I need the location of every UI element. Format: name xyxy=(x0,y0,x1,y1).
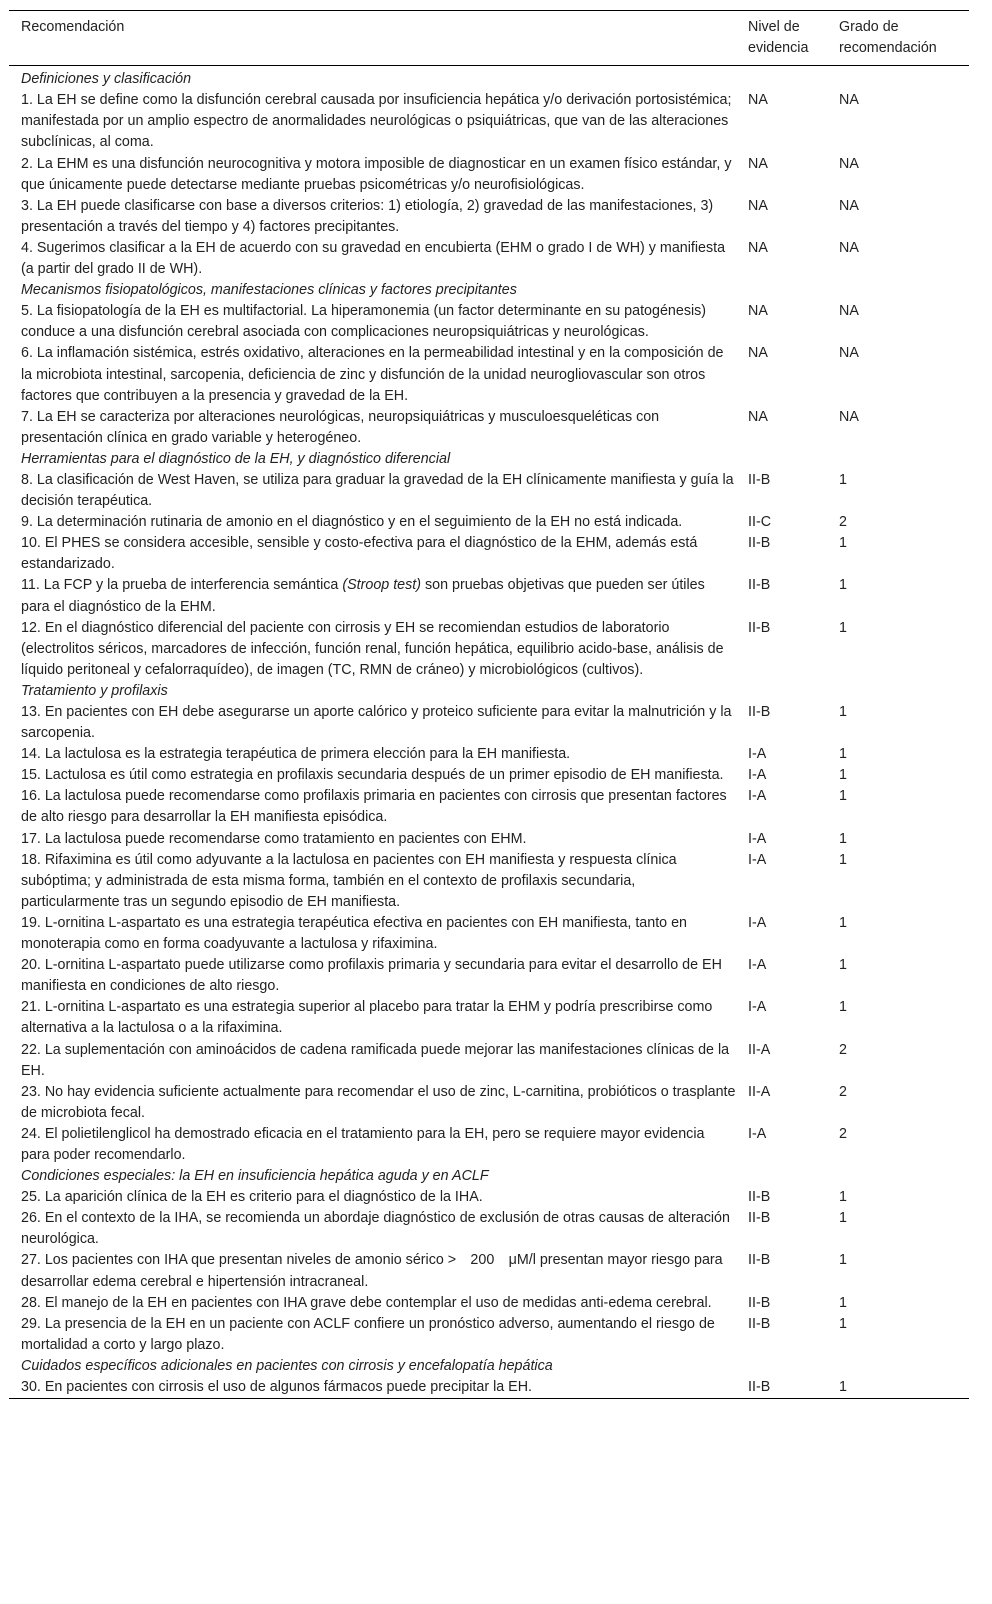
section-heading-row xyxy=(9,1166,969,1187)
table-row xyxy=(9,1314,969,1356)
recommendation-grade-cell: 1 xyxy=(839,999,847,1016)
evidence-level-cell: I-A xyxy=(748,767,767,784)
recommendation-grade-cell: NA xyxy=(839,155,859,172)
table-row xyxy=(9,850,969,913)
header-grado-recomendacion: Grado de recomendación xyxy=(839,19,937,57)
recommendation-grade-cell: NA xyxy=(839,408,859,425)
recommendation-grade-cell: NA xyxy=(839,303,859,320)
recommendation-grade-cell: 2 xyxy=(839,1041,847,1058)
recommendation-grade-cell: 1 xyxy=(839,577,847,594)
evidence-level-cell: I-A xyxy=(748,746,767,763)
recommendation-grade-cell: 1 xyxy=(839,1252,847,1269)
evidence-level-cell: I-A xyxy=(748,914,767,931)
table-row xyxy=(9,1187,969,1208)
table-row xyxy=(9,301,969,343)
evidence-level-cell: I-A xyxy=(748,1125,767,1142)
header-recomendacion: Recomendación xyxy=(21,19,125,35)
evidence-level-cell: II-B xyxy=(748,1252,771,1269)
section-heading: Herramientas para el diagnóstico de la EH, y diagnóstico diferencial xyxy=(21,450,451,467)
recommendation-grade-cell: 1 xyxy=(839,1315,847,1332)
recommendation-grade-cell: 1 xyxy=(839,851,847,868)
section-heading: Tratamiento y profilaxis xyxy=(21,682,168,699)
evidence-level-cell: II-B xyxy=(748,535,771,552)
section-heading-row xyxy=(9,449,969,470)
recommendation-text: son pruebas objetivas que pueden ser útiles para el diagnóstico de la EHM. xyxy=(21,577,705,615)
evidence-level-cell: I-A xyxy=(748,788,767,805)
evidence-level-cell: NA xyxy=(748,197,768,214)
recommendation-cell: 28. El manejo de la EH en pacientes con IHA grave debe contemplar el uso de medidas anti-edema cerebral. xyxy=(21,1294,712,1311)
recommendation-cell: 18. Rifaximina es útil como adyuvante a la lactulosa en pacientes con EH manifiesta y respuesta clínica subóptima; y administrada de esta misma forma, también en el contexto de profilaxis secundaria, particularmente tras un segundo episodio de EH manifiesta. xyxy=(21,851,677,910)
recommendation-cell: 17. La lactulosa puede recomendarse como tratamiento en pacientes con EHM. xyxy=(21,830,527,847)
section-heading: Cuidados específicos adicionales en pacientes con cirrosis y encefalopatía hepática xyxy=(21,1357,553,1374)
table-row xyxy=(9,997,969,1039)
recommendation-cell: 14. La lactulosa es la estrategia terapéutica de primera elección para la EH manifiesta. xyxy=(21,746,571,763)
recommendation-grade-cell: 1 xyxy=(839,788,847,805)
recommendation-grade-cell: 1 xyxy=(839,535,847,552)
table-row xyxy=(9,744,969,765)
recommendation-grade-cell: 1 xyxy=(839,1379,847,1395)
recommendation-grade-cell: 1 xyxy=(839,1210,847,1227)
recommendation-cell: 8. La clasificación de West Haven, se utiliza para graduar la gravedad de la EH clínicamente manifiesta y guía la decisión terapéutica. xyxy=(21,471,734,510)
recommendation-cell: 12. En el diagnóstico diferencial del paciente con cirrosis y EH se recomiendan estudios de laboratorio (electrolitos séricos, marcadores de infección, función renal, función hepática, equilibrio acido-base, análisis de líquido peritoneal y cefalorraquídeo), de imagen (TC, RMN de cráneo) y microbiológicos (cultivos). xyxy=(21,619,724,678)
recommendation-cell: 21. L-ornitina L-aspartato es una estrategia superior al placebo para tratar la EHM y podría prescribirse como alternativa a la lactulosa o a la rifaximina. xyxy=(21,999,713,1037)
recommendation-cell: 25. La aparición clínica de la EH es criterio para el diagnóstico de la IHA. xyxy=(21,1189,483,1206)
recommendation-cell: 9. La determinación rutinaria de amonio en el diagnóstico y en el seguimiento de la EH no está indicada. xyxy=(21,514,683,531)
recommendation-cell: 20. L-ornitina L-aspartato puede utilizarse como profilaxis primaria y secundaria para evitar el desarrollo de EH manifiesta en condiciones de alto riesgo. xyxy=(21,957,722,995)
evidence-level-cell: II-B xyxy=(748,1294,771,1311)
recommendation-cell: 15. Lactulosa es útil como estrategia en profilaxis secundaria después de un primer episodio de EH manifiesta. xyxy=(21,767,724,784)
recommendation-cell: 5. La fisiopatología de la EH es multifactorial. La hiperamonemia (un factor determinante en su patogénesis) conduce a una disfunción cerebral asociada con complicaciones neuropsiquiátricas y neurológicas. xyxy=(21,303,707,341)
recommendation-grade-cell: 2 xyxy=(839,1125,847,1142)
evidence-level-cell: NA xyxy=(748,239,768,256)
section-heading-row xyxy=(9,66,969,91)
table-row xyxy=(9,913,969,955)
table-row xyxy=(9,533,969,575)
evidence-level-cell: NA xyxy=(748,408,768,425)
table-row xyxy=(9,90,969,153)
recommendation-text: 11. La FCP y la prueba de interferencia semántica xyxy=(21,577,343,594)
section-heading-row xyxy=(9,1356,969,1377)
recommendation-cell: 1. La EH se define como la disfunción cerebral causada por insuficiencia hepática y/o derivación portosistémica; manifestada por un amplio espectro de anormalidades neurológicas o psiquiátricas, que van de las alteraciones subclínicas, al coma. xyxy=(21,92,732,151)
evidence-level-cell: NA xyxy=(748,92,768,109)
recommendation-cell: 6. La inflamación sistémica, estrés oxidativo, alteraciones en la permeabilidad intestinal y en la composición de la microbiota intestinal, sarcopenia, deficiencia de zinc y disfunción de la unidad neurogliovascular son otros factores que contribuyen a la presencia y gravedad de la EH. xyxy=(21,345,724,404)
recommendation-grade-cell: 1 xyxy=(839,1189,847,1206)
recommendation-grade-cell: 1 xyxy=(839,619,847,636)
recommendation-cell: 27. Los pacientes con IHA que presentan niveles de amonio sérico > 200 μM/l presentan mayor riesgo para desarrollar edema cerebral e hipertensión intracraneal. xyxy=(21,1252,723,1290)
table-row xyxy=(9,829,969,850)
evidence-level-cell: II-B xyxy=(748,1189,771,1206)
recommendations-table xyxy=(9,10,969,1399)
recommendation-cell: 23. No hay evidencia suficiente actualmente para recomendar el uso de zinc, L-carnitina, probióticos o trasplante de microbiota fecal. xyxy=(21,1083,736,1121)
evidence-level-cell: I-A xyxy=(748,851,767,868)
recommendation-italic-term: (Stroop test) xyxy=(342,577,422,594)
recommendation-cell: 10. El PHES se considera accesible, sensible y costo-efectiva para el diagnóstico de la EHM, además está estandarizado. xyxy=(21,535,698,573)
evidence-level-cell: NA xyxy=(748,303,768,320)
evidence-level-cell: I-A xyxy=(748,999,767,1016)
recommendation-cell: 26. En el contexto de la IHA, se recomienda un abordaje diagnóstico de exclusión de otras causas de alteración neurológica. xyxy=(21,1210,730,1248)
recommendation-cell: 3. La EH puede clasificarse con base a diversos criterios: 1) etiología, 2) gravedad de las manifestaciones, 3) presentación a través del tiempo y 4) factores precipitantes. xyxy=(21,197,714,235)
recommendation-grade-cell: NA xyxy=(839,197,859,214)
recommendation-grade-cell: 1 xyxy=(839,957,847,974)
recommendation-cell: 29. La presencia de la EH en un paciente con ACLF confiere un pronóstico adverso, aumentando el riesgo de mortalidad a corto y largo plazo. xyxy=(21,1315,715,1353)
table-row xyxy=(9,238,969,280)
recommendation-grade-cell: NA xyxy=(839,345,859,362)
recommendation-cell: 4. Sugerimos clasificar a la EH de acuerdo con su gravedad en encubierta (EHM o grado I de WH) y manifiesta (a partir del grado II de WH). xyxy=(21,239,726,278)
table-row xyxy=(9,702,969,744)
recommendation-grade-cell: 2 xyxy=(839,1083,847,1100)
recommendation-grade-cell: 1 xyxy=(839,746,847,763)
recommendation-grade-cell: NA xyxy=(839,92,859,109)
section-heading: Mecanismos fisiopatológicos, manifestaciones clínicas y factores precipitantes xyxy=(21,282,517,299)
table-row xyxy=(9,407,969,449)
recommendation-grade-cell: 1 xyxy=(839,471,847,488)
evidence-level-cell: II-B xyxy=(748,1379,771,1395)
table-row xyxy=(9,955,969,997)
evidence-level-cell: II-B xyxy=(748,1210,771,1227)
evidence-level-cell: NA xyxy=(748,155,768,172)
evidence-level-cell: II-B xyxy=(748,471,771,488)
table-row xyxy=(9,343,969,406)
table-row xyxy=(9,1082,969,1124)
table-row xyxy=(9,154,969,196)
recommendation-grade-cell: 2 xyxy=(839,514,847,531)
table-row xyxy=(9,1208,969,1250)
recommendation-cell: 13. En pacientes con EH debe asegurarse un aporte calórico y proteico suficiente para evitar la malnutrición y la sarcopenia. xyxy=(21,704,732,742)
recommendation-grade-cell: 1 xyxy=(839,704,847,720)
header-row xyxy=(9,11,969,66)
evidence-level-cell: I-A xyxy=(748,830,767,847)
table-row xyxy=(9,1250,969,1292)
evidence-level-cell: II-A xyxy=(748,1041,771,1058)
evidence-level-cell: II-B xyxy=(748,704,771,720)
section-heading: Definiciones y clasificación xyxy=(21,71,192,88)
recommendation-cell: 22. La suplementación con aminoácidos de cadena ramificada puede mejorar las manifestaciones clínicas de la EH. xyxy=(21,1041,730,1079)
table-row xyxy=(9,575,969,617)
evidence-level-cell: II-A xyxy=(748,1083,771,1100)
recommendation-grade-cell: 1 xyxy=(839,830,847,847)
recommendation-cell: 16. La lactulosa puede recomendarse como profilaxis primaria en pacientes con cirrosis que presentan factores de alto riesgo para desarrollar la EH manifiesta episódica. xyxy=(21,788,727,826)
recommendation-grade-cell: NA xyxy=(839,239,859,256)
table-row xyxy=(9,1377,969,1399)
recommendations-document xyxy=(9,10,969,1399)
table-row xyxy=(9,1293,969,1314)
section-heading-row xyxy=(9,681,969,702)
evidence-level-cell: I-A xyxy=(748,957,767,974)
table-row xyxy=(9,618,969,681)
header-nivel-evidencia: Nivel de evidencia xyxy=(748,19,809,57)
table-row xyxy=(9,196,969,238)
evidence-level-cell: II-B xyxy=(748,619,771,636)
recommendation-cell: 19. L-ornitina L-aspartato es una estrategia terapéutica efectiva en pacientes con EH manifiesta, tanto en monoterapia como en forma coadyuvante a lactulosa y rifaximina. xyxy=(21,914,688,953)
recommendation-cell xyxy=(9,575,736,617)
recommendation-cell: 24. El polietilenglicol ha demostrado eficacia en el tratamiento para la EH, pero se requiere mayor evidencia para poder recomendarlo. xyxy=(21,1125,705,1163)
table-row xyxy=(9,1040,969,1082)
table-header xyxy=(9,11,969,66)
table-row xyxy=(9,512,969,533)
section-heading-row xyxy=(9,280,969,301)
recommendation-grade-cell: 1 xyxy=(839,767,847,784)
evidence-level-cell: II-C xyxy=(748,514,772,531)
recommendation-cell: 2. La EHM es una disfunción neurocognitiva y motora imposible de diagnosticar en un examen físico estándar, y que únicamente puede detectarse mediante pruebas psicométricas y/o neurofisiológicas. xyxy=(21,155,732,193)
table-row xyxy=(9,1124,969,1166)
table-row xyxy=(9,786,969,828)
table-body xyxy=(9,66,969,1399)
recommendation-grade-cell: 1 xyxy=(839,914,847,931)
recommendation-cell: 30. En pacientes con cirrosis el uso de algunos fármacos puede precipitar la EH. xyxy=(21,1379,532,1395)
section-heading: Condiciones especiales: la EH en insuficiencia hepática aguda y en ACLF xyxy=(21,1168,489,1185)
evidence-level-cell: II-B xyxy=(748,577,771,594)
table-row xyxy=(9,470,969,512)
recommendation-cell: 7. La EH se caracteriza por alteraciones neurológicas, neuropsiquiátricas y musculoesqueléticas con presentación clínica en grado variable y heterogéneo. xyxy=(21,408,660,446)
evidence-level-cell: II-B xyxy=(748,1315,771,1332)
recommendation-grade-cell: 1 xyxy=(839,1294,847,1311)
evidence-level-cell: NA xyxy=(748,345,768,362)
table-row xyxy=(9,765,969,786)
